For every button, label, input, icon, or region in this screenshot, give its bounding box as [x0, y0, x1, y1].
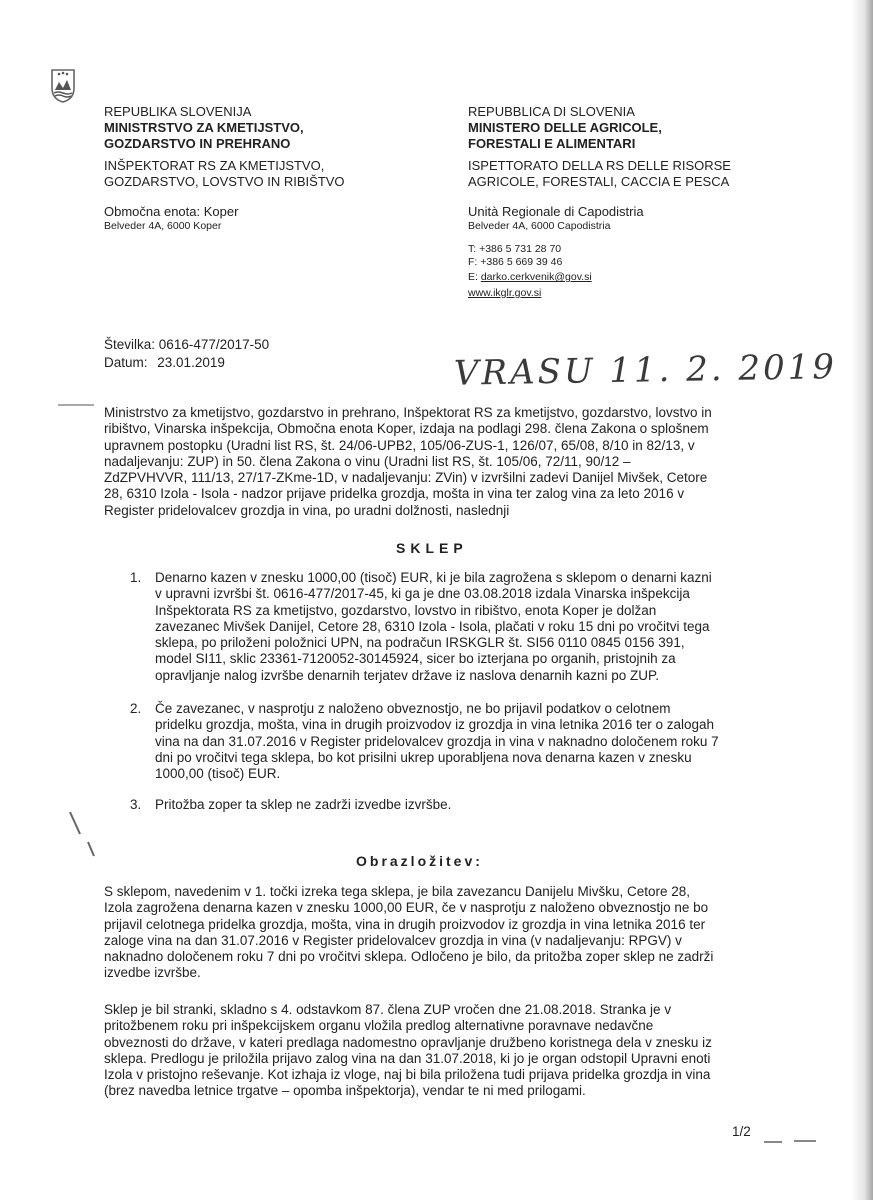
email-label: E:	[468, 271, 481, 283]
item-line: vina na dan 31.07.2016 v Register pridelovalcev grozdja in vina v naknadno določenem roku 7	[155, 733, 719, 749]
reference-number-label: Številka:	[104, 337, 156, 352]
intro-line: nadaljevanju: ZUP) in 50. člena Zakona o vinu (Uradni list RS, št. 105/06, 72/11, 90/12 –	[104, 453, 631, 469]
intro-line: ZdZPVHVVR, 111/13, 27/17-ZKme-1D, v nadaljevanju: ZVin) v izvršilni zadevi Danijel Mivšek, Cetore	[104, 470, 708, 486]
website-row	[468, 287, 731, 300]
item-line: model SI11, sklic 23361-7120052-30145924, sicer bo izterjana po organih, pristojnih za	[155, 651, 676, 667]
intro-line: 28, 6310 Izola - Isola - nadzor prijave pridelka grozdja, mošta in vina ter zalog vina za leto 2016 v	[104, 486, 685, 502]
item-line: opravljanje nalog izvršbe denarnih terjatev države iz naslova denarnih kazni po ZUP.	[155, 667, 660, 683]
reasoning-line: (brez navedba letnice trgatve – opomba inšpektorja), vendar te ni med prilogami.	[104, 1083, 586, 1099]
reasoning-line: Izola v pristojno reševanje. Kot izhaja iz vloge, naj bi bila priložena tudi prijava pridelka grozdja in vina	[104, 1067, 711, 1083]
website-link[interactable]: www.ikglr.gov.si	[468, 287, 542, 299]
reasoning-line: sklepa. Predlogu je priložila prijavo zalog vina na dan 31.07.2018, ki jo je organ odstopil Upravni enoti	[104, 1050, 711, 1066]
header-right	[468, 104, 731, 300]
page-corner-dashes	[760, 1138, 820, 1148]
item-line: zavezanec Mivšek Danijel, Cetore 28, 6310 Izola - Isola, plačati v roku 15 dni po vročitvi tega	[155, 618, 710, 634]
country-name-it: REPUBBLICA DI SLOVENIA	[468, 104, 635, 119]
inspectorate-line1-it: ISPETTORATO DELLA RS DELLE RISORSE	[468, 158, 731, 173]
margin-pen-mark	[64, 808, 104, 864]
reasoning-line: izvedbe izvršbe.	[104, 965, 201, 981]
header-left	[104, 104, 345, 233]
item-number: 1.	[130, 570, 142, 585]
reasoning-paragraph-1	[104, 884, 756, 982]
ministry-name-line1-sl: MINISTRSTVO ZA KMETIJSTVO,	[104, 120, 304, 135]
inspectorate-line2-sl: GOZDARSTVO, LOVSTVO IN RIBIŠTVO	[104, 174, 345, 189]
address-sl: Belveder 4A, 6000 Koper	[104, 220, 222, 232]
email-link[interactable]: darko.cerkvenik@gov.si	[480, 271, 592, 283]
reasoning-paragraph-2	[104, 1002, 756, 1100]
item-line: Če zavezanec, v nasprotju z naloženo obveznostjo, ne bo prijavil podatkov o celotnem	[155, 701, 671, 716]
document-date: 23.01.2019	[157, 355, 225, 370]
intro-line: Ministrstvo za kmetijstvo, gozdarstvo in prehrano, Inšpektorat RS za kmetijstvo, gozdarstvo, lovstvo in	[104, 405, 712, 420]
ministry-name-line1-it: MINISTERO DELLE AGRICOLE,	[468, 120, 662, 135]
handwritten-date-text: VRASU 11. 2. 2019	[453, 347, 838, 394]
scan-edge-shadow	[851, 0, 873, 1200]
regional-unit-it: Unità Regionale di Capodistria	[468, 204, 644, 219]
obrazlozitev-title: Obrazložitev:	[356, 853, 483, 869]
intro-paragraph	[104, 405, 756, 519]
item-line: dni po vročitvi tega sklepa, bo kot prisilni ukrep uporabljena nova denarna kazen v znesku	[155, 749, 692, 765]
reasoning-line: pritožbenem roku pri inšpekcijskem organu vložila predlog alternativne poravnave nedavčne	[104, 1018, 654, 1034]
item-line: pridelku grozdja, mošta, vina in drugih proizvodov iz grozdja in vina letnika 2016 ter o zalogah	[155, 717, 715, 733]
slovenia-coat-of-arms-icon	[50, 68, 76, 104]
inspectorate-line2-it: AGRICOLE, FORESTALI, CACCIA E PESCA	[468, 174, 730, 189]
item-line: Pritožba zoper ta sklep ne zadrži izvedbe izvršbe.	[155, 797, 452, 812]
reasoning-line: zaloge vina na dan 31.07.2016 v Register pridelovalcev grozdja in vina (v nadaljevanju: RPGV) v	[104, 932, 682, 948]
item-line: sklepa, po priloženi položnici UPN, na podračun IRSKGLR št. SI56 0110 0845 0156 391,	[155, 635, 685, 651]
country-name-sl: REPUBLIKA SLOVENIJA	[104, 104, 252, 119]
fax-number: F: +386 5 669 39 46	[468, 256, 563, 268]
address-it: Belveder 4A, 6000 Capodistria	[468, 220, 611, 232]
phone-number: T: +386 5 731 28 70	[468, 243, 562, 255]
reasoning-line: Izola zagrožena denarna kazen v znesku 1000,00 EUR, če v nasprotju z naloženo obveznostjo ne bo	[104, 900, 709, 916]
reasoning-line: prijavil celotnega pridelka grozdja, mošta, vina in drugih proizvodov iz grozdja in vina letnika 2016 ter	[104, 916, 706, 932]
item-text	[155, 701, 756, 782]
item-number: 2.	[130, 701, 142, 716]
inspectorate-line1-sl: INŠPEKTORAT RS ZA KMETIJSTVO,	[104, 158, 325, 173]
item-line: Inšpektorata RS za kmetijstvo, gozdarstvo, lovstvo in ribištvo, enota Koper je dolžan	[155, 602, 657, 618]
item-line: 1000,00 (tisoč) EUR.	[155, 766, 281, 782]
reference-block	[104, 336, 269, 372]
intro-line: upravnem postopku (Uradni list RS, št. 24/06-UPB2, 105/06-ZUS-1, 126/07, 65/08, 8/10 in 82/13, v	[104, 437, 695, 453]
date-label: Datum:	[104, 355, 148, 370]
reasoning-line: naknadno določenem roku 7 dni po vročitvi sklepa. Odločeno je bilo, da pritožba zoper sklep ne zadrži	[104, 949, 714, 965]
item-text	[155, 570, 756, 684]
ministry-name-line2-sl: GOZDARSTVO IN PREHRANO	[104, 136, 291, 151]
regional-unit-sl: Območna enota: Koper	[104, 204, 239, 219]
reference-number: 0616-477/2017-50	[158, 337, 270, 352]
email-row	[468, 271, 731, 284]
page-number: 1/2	[732, 1124, 751, 1139]
margin-dash-mark	[58, 404, 94, 406]
item-line: Denarno kazen v znesku 1000,00 (tisoč) EUR, ki je bila zagrožena s sklepom o denarni kazni	[155, 570, 712, 585]
item-line: v upravni izvršbi št. 0616-477/2017-45, ki ga je dne 03.08.2018 izdala Vinarska inšpekcija	[155, 586, 690, 602]
reasoning-line: obveznosti do države, v kateri predlaga nadomestno opravljanje družbeno koristnega dela v znesku iz	[104, 1034, 712, 1050]
item-text	[155, 797, 756, 813]
ministry-name-line2-it: FORESTALI E ALIMENTARI	[468, 136, 636, 151]
intro-line: ribištvo, Vinarska inšpekcija, Območna enota Koper, izdaja na podlagi 298. člena Zakona o splošnem	[104, 421, 709, 437]
handwritten-receipt-stamp	[452, 338, 838, 402]
reasoning-line: S sklepom, navedenim v 1. točki izreka tega sklepa, je bila zavezancu Danijelu Mivšku, Cetore 28,	[104, 884, 691, 899]
item-number: 3.	[130, 797, 142, 812]
reasoning-line: Sklep je bil stranki, skladno s 4. odstavkom 87. člena ZUP vročen dne 21.08.2018. Stranka je v	[104, 1002, 672, 1017]
intro-line: Register pridelovalcev grozdja in vina, po uradni dolžnosti, naslednji	[104, 502, 510, 518]
sklep-title: SKLEP	[396, 540, 468, 556]
